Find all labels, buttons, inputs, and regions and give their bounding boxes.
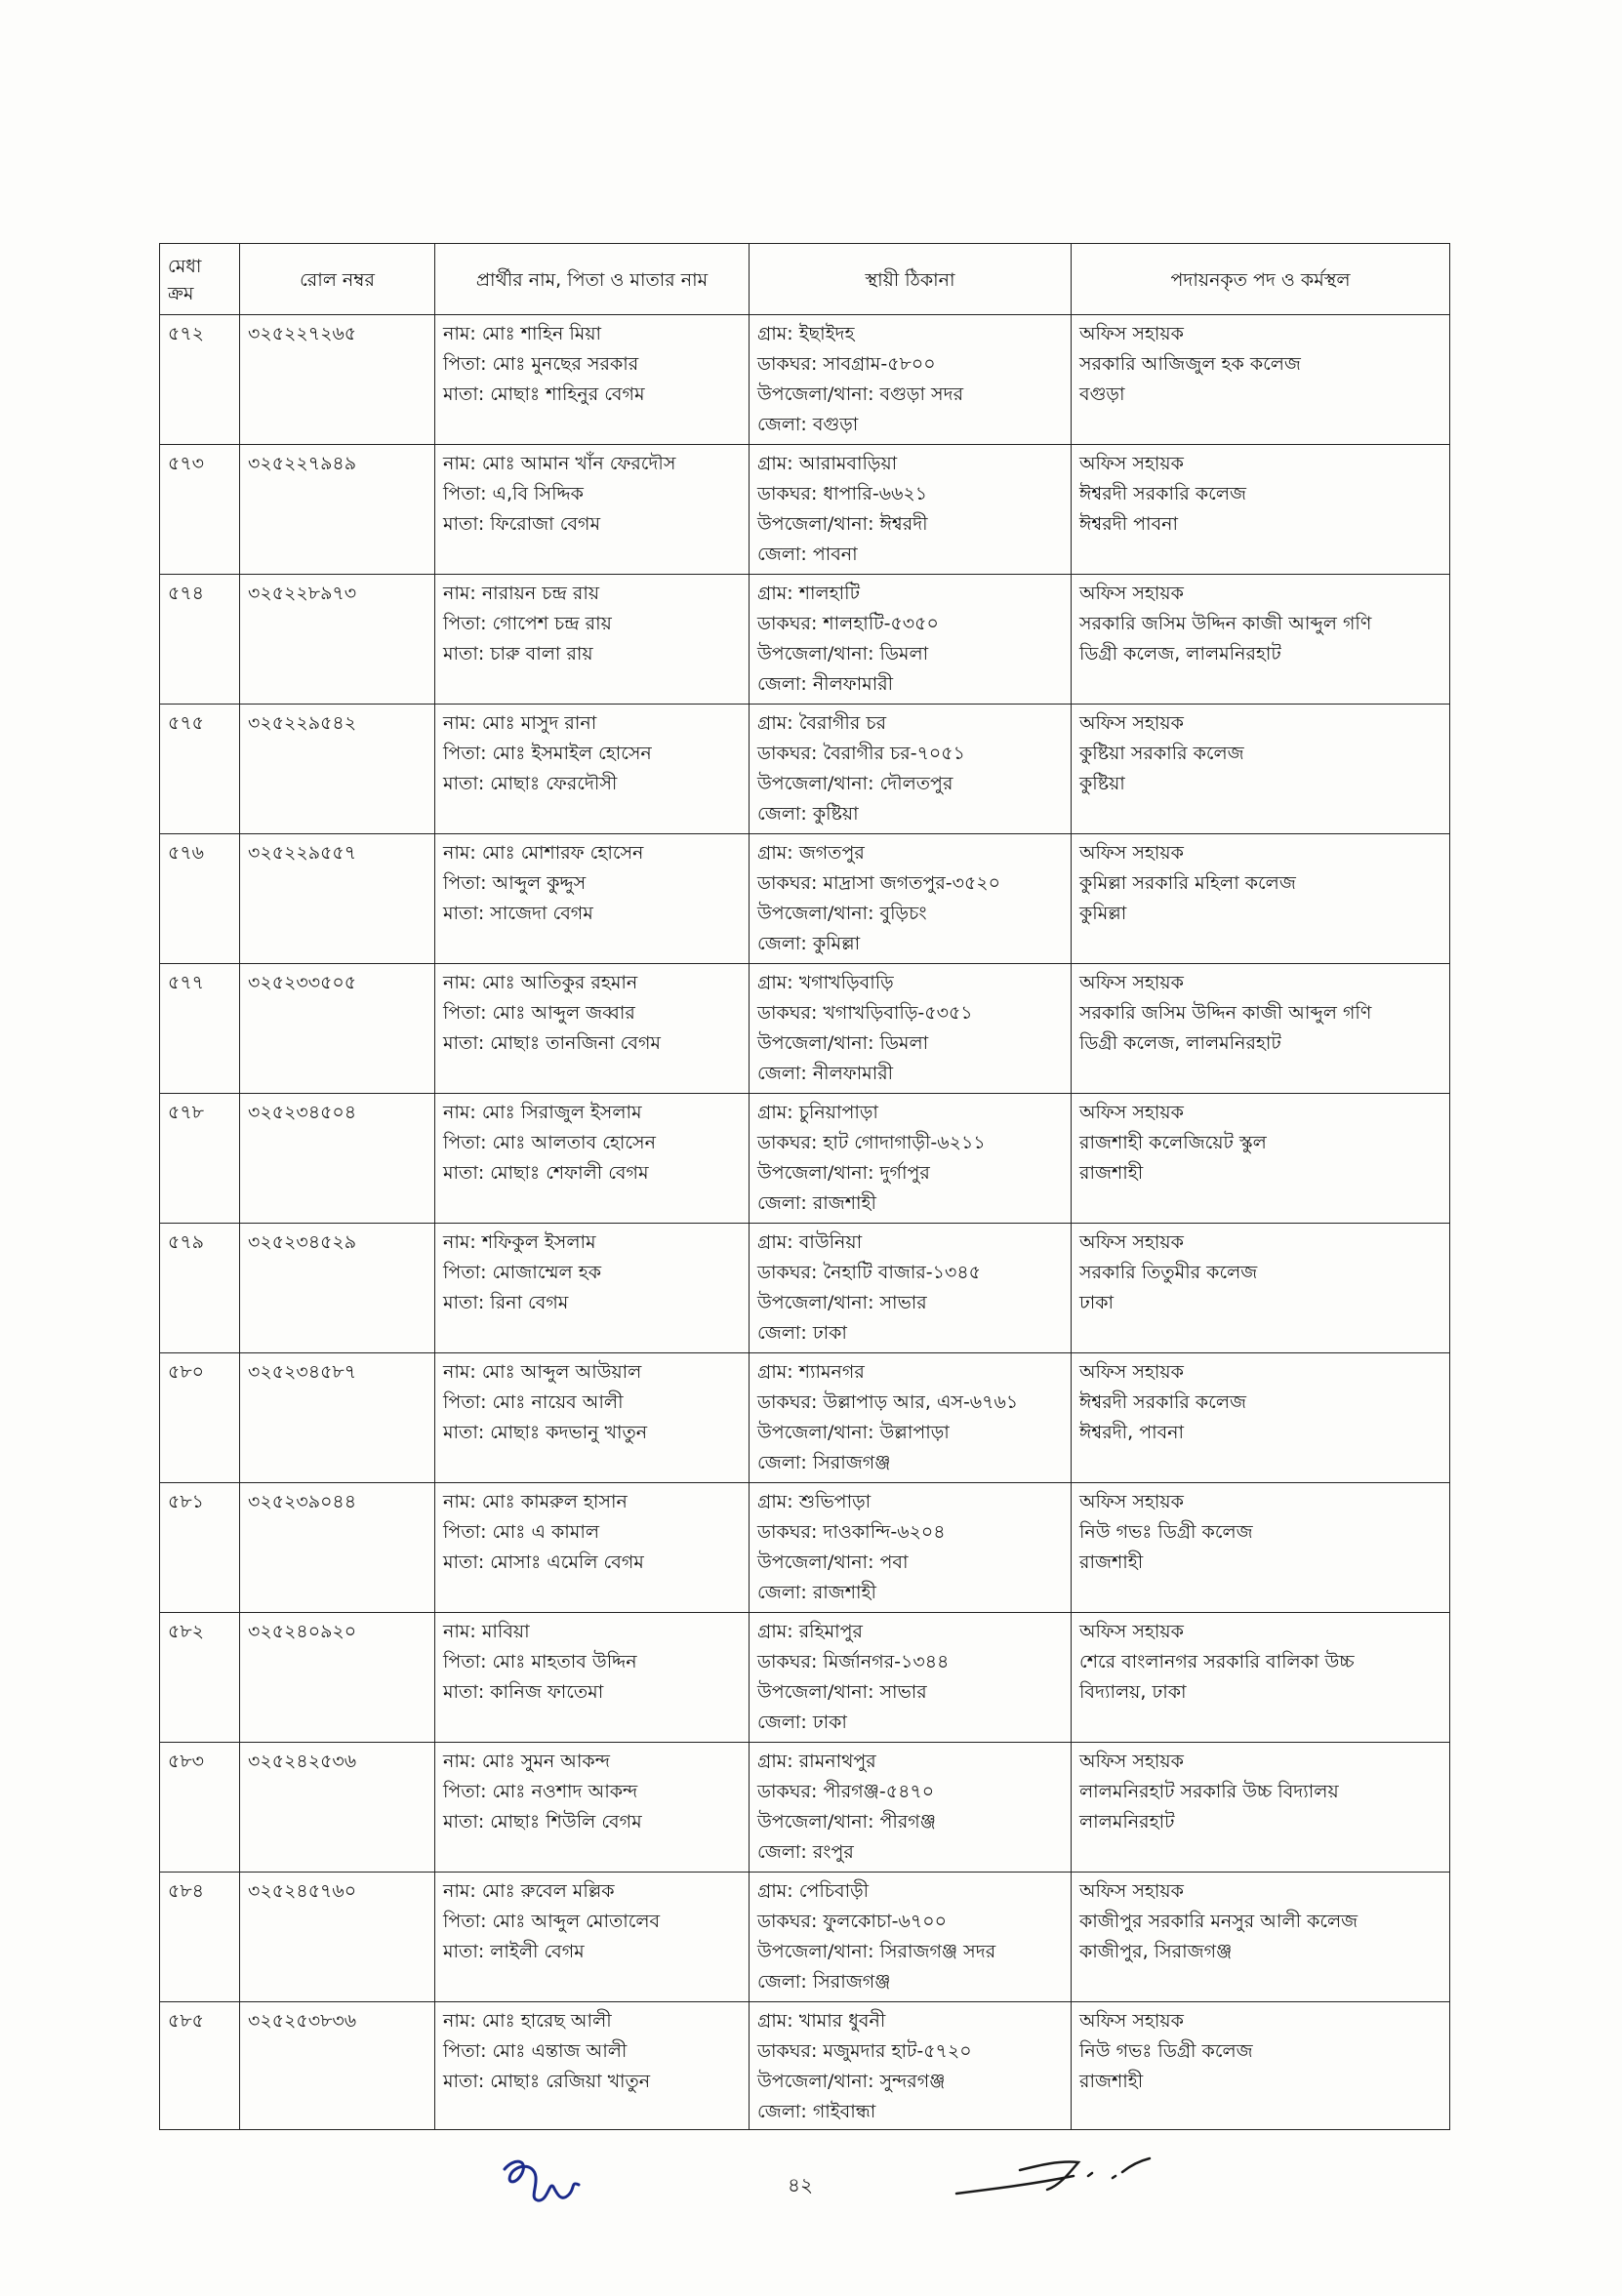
address-line: গ্রাম: রহিমাপুর (757, 1621, 864, 1642)
roll-cell: ৩২৫২৪২৫৩৬ (240, 1743, 435, 1873)
posting-line: কুষ্টিয়া (1079, 773, 1125, 794)
candidate-line: মাতা: লাইলী বেগম (443, 1941, 585, 1962)
posting-line: অফিস সহায়ক (1079, 1102, 1184, 1123)
posting-line: অফিস সহায়ক (1079, 1751, 1184, 1772)
post-cell (1072, 575, 1450, 705)
address-cell (750, 2002, 1072, 2130)
posting-line: অফিস সহায়ক (1079, 1361, 1184, 1383)
candidate-line: পিতা: মোঃ এন্তাজ আলী (443, 2040, 628, 2062)
address-cell (750, 705, 1072, 834)
posting-line: কুমিল্লা সরকারি মহিলা কলেজ (1079, 872, 1296, 894)
address-line: গ্রাম: বৈরাগীর চর (757, 712, 887, 734)
address-line: ডাকঘর: দাওকান্দি-৬২০৪ (757, 1521, 946, 1543)
address-line: ডাকঘর: উল্লাপাড় আর, এস-৬৭৬১ (757, 1391, 1019, 1413)
address-line: গ্রাম: শুভিপাড়া (757, 1491, 872, 1512)
post-cell (1072, 1873, 1450, 2002)
address-line: উপজেলা/থানা: দৌলতপুর (757, 773, 953, 794)
candidate-line: মাতা: মোছাঃ কদভানু খাতুন (443, 1422, 648, 1443)
header-post: পদায়নকৃত পদ ও কর্মস্থল (1072, 244, 1450, 315)
table-row (160, 2002, 1450, 2130)
post-cell (1072, 445, 1450, 575)
candidate-line: নাম: মোঃ শাহিন মিয়া (443, 323, 602, 344)
address-line: ডাকঘর: নৈহাটি বাজার-১৩৪৫ (757, 1262, 981, 1283)
table-row (160, 1483, 1450, 1613)
address-line: ডাকঘর: মাদ্রাসা জগতপুর-৩৫২০ (757, 872, 1001, 894)
table-row (160, 834, 1450, 964)
post-cell (1072, 1224, 1450, 1353)
address-line: ডাকঘর: পীরগঞ্জ-৫৪৭০ (757, 1781, 935, 1802)
table-row (160, 964, 1450, 1094)
address-line: উপজেলা/থানা: বগুড়া সদর (757, 383, 964, 405)
table-row (160, 1094, 1450, 1224)
posting-line: অফিস সহায়ক (1079, 1231, 1184, 1253)
address-line: উপজেলা/থানা: বুড়িচং (757, 903, 927, 924)
posting-line: অফিস সহায়ক (1079, 842, 1184, 864)
posting-line: অফিস সহায়ক (1079, 712, 1184, 734)
roll-cell: ৩২৫২৫৩৮৩৬ (240, 2002, 435, 2130)
candidate-line: পিতা: মোজাম্মেল হক (443, 1262, 602, 1283)
merit-cell: ৫৮১ (160, 1483, 240, 1613)
candidate-line: নাম: মোঃ সুমন আকন্দ (443, 1751, 610, 1772)
address-line: উপজেলা/থানা: সাভার (757, 1681, 927, 1703)
candidate-line: নাম: মোঃ আমান খাঁন ফেরদৌস (443, 453, 676, 474)
result-table (159, 243, 1450, 2130)
candidate-line: মাতা: ফিরোজা বেগম (443, 513, 601, 535)
posting-line: অফিস সহায়ক (1079, 1621, 1184, 1642)
post-cell (1072, 1613, 1450, 1743)
address-cell (750, 1743, 1072, 1873)
address-line: উপজেলা/থানা: পবা (757, 1551, 909, 1573)
roll-cell: ৩২৫২৪৫৭৬০ (240, 1873, 435, 2002)
address-line: গ্রাম: শালহাটি (757, 583, 860, 604)
address-line: জেলা: রাজশাহী (757, 1582, 876, 1603)
header-name: প্রার্থীর নাম, পিতা ও মাতার নাম (435, 244, 750, 315)
post-cell (1072, 834, 1450, 964)
merit-cell: ৫৭২ (160, 315, 240, 445)
candidate-line: মাতা: মোছাঃ শিউলি বেগম (443, 1811, 642, 1833)
candidate-line: মাতা: রিনা বেগম (443, 1292, 569, 1313)
address-cell (750, 575, 1072, 705)
candidate-line: নাম: মাবিয়া (443, 1621, 530, 1642)
address-line: জেলা: পাবনা (757, 544, 858, 565)
name-cell (435, 1743, 750, 1873)
address-line: জেলা: ঢাকা (757, 1712, 847, 1733)
candidate-line: মাতা: সাজেদা বেগম (443, 903, 593, 924)
merit-cell: ৫৭৪ (160, 575, 240, 705)
merit-cell: ৫৭৫ (160, 705, 240, 834)
roll-cell: ৩২৫২৩৪৫৮৭ (240, 1353, 435, 1483)
name-cell (435, 445, 750, 575)
posting-line: ডিগ্রী কলেজ, লালমনিরহাট (1079, 1032, 1281, 1054)
address-line: ডাকঘর: ধাপারি-৬৬২১ (757, 483, 928, 504)
roll-cell: ৩২৫২২৮৯৭৩ (240, 575, 435, 705)
address-line: ডাকঘর: বৈরাগীর চর-৭০৫১ (757, 743, 965, 764)
address-line: ডাকঘর: মির্জানগর-১৩৪৪ (757, 1651, 950, 1672)
roll-cell: ৩২৫২৩৪৫০৪ (240, 1094, 435, 1224)
candidate-line: পিতা: গোপেশ চন্দ্র রায় (443, 613, 612, 634)
candidate-line: নাম: মোঃ হারেছ আলী (443, 2010, 612, 2032)
posting-line: বগুড়া (1079, 383, 1125, 405)
posting-line: অফিস সহায়ক (1079, 2010, 1184, 2032)
roll-cell: ৩২৫২৪০৯২০ (240, 1613, 435, 1743)
candidate-line: পিতা: আব্দুল কুদ্দুস (443, 872, 587, 894)
signature-left (493, 2152, 586, 2210)
candidate-line: মাতা: মোছাঃ রেজিয়া খাতুন (443, 2071, 651, 2092)
post-cell (1072, 964, 1450, 1094)
address-line: গ্রাম: ইছাইদহ (757, 323, 855, 344)
posting-line: অফিস সহায়ক (1079, 323, 1184, 344)
merit-cell: ৫৮৪ (160, 1873, 240, 2002)
address-line: উপজেলা/থানা: ডিমলা (757, 1032, 929, 1054)
address-cell (750, 1613, 1072, 1743)
address-cell (750, 1483, 1072, 1613)
roll-cell: ৩২৫২২৯৫৫৭ (240, 834, 435, 964)
name-cell (435, 1094, 750, 1224)
candidate-line: পিতা: মোঃ মাহতাব উদ্দিন (443, 1651, 637, 1672)
address-line: ডাকঘর: সাবগ্রাম-৫৮০০ (757, 353, 936, 375)
address-cell (750, 834, 1072, 964)
roll-cell: ৩২৫২৩৯০৪৪ (240, 1483, 435, 1613)
table-row (160, 1224, 1450, 1353)
posting-line: সরকারি জসিম উদ্দিন কাজী আব্দুল গণি (1079, 613, 1372, 634)
table-header-row (160, 244, 1450, 315)
posting-line: শেরে বাংলানগর সরকারি বালিকা উচ্চ (1079, 1651, 1355, 1672)
candidate-line: নাম: মোঃ আব্দুল আউয়াল (443, 1361, 642, 1383)
address-line: ডাকঘর: হাট গোদাগাড়ী-৬২১১ (757, 1132, 986, 1153)
post-cell (1072, 2002, 1450, 2130)
address-line: জেলা: গাইবান্ধা (757, 2101, 876, 2122)
candidate-line: পিতা: মোঃ মুনছের সরকার (443, 353, 639, 375)
address-line: ডাকঘর: ফুলকোচা-৬৭০০ (757, 1911, 947, 1932)
candidate-line: পিতা: মোঃ নওশাদ আকন্দ (443, 1781, 638, 1802)
address-line: জেলা: নীলফামারী (757, 673, 894, 695)
name-cell (435, 1873, 750, 2002)
table-row (160, 315, 1450, 445)
candidate-line: নাম: নারায়ন চন্দ্র রায় (443, 583, 600, 604)
posting-line: কাজীপুর, সিরাজগঞ্জ (1079, 1941, 1233, 1962)
candidate-line: মাতা: মোছাঃ শাহিনুর বেগম (443, 383, 645, 405)
header-merit: মেধা ক্রম (160, 244, 240, 315)
address-cell (750, 1873, 1072, 2002)
posting-line: অফিস সহায়ক (1079, 583, 1184, 604)
signature-right (952, 2156, 1156, 2200)
post-cell (1072, 315, 1450, 445)
posting-line: সরকারি জসিম উদ্দিন কাজী আব্দুল গণি (1079, 1002, 1372, 1024)
address-cell (750, 315, 1072, 445)
table-row (160, 445, 1450, 575)
candidate-line: মাতা: চারু বালা রায় (443, 643, 593, 665)
roll-cell: ৩২৫২৩৪৫২৯ (240, 1224, 435, 1353)
candidate-line: নাম: মোঃ মোশারফ হোসেন (443, 842, 644, 864)
address-line: ডাকঘর: শালহাটি-৫৩৫০ (757, 613, 939, 634)
merit-cell: ৫৭৯ (160, 1224, 240, 1353)
post-cell (1072, 1743, 1450, 1873)
address-line: উপজেলা/থানা: দুর্গাপুর (757, 1162, 930, 1184)
posting-line: ঈশ্বরদী পাবনা (1079, 513, 1178, 535)
address-line: উপজেলা/থানা: সাভার (757, 1292, 927, 1313)
candidate-line: পিতা: মোঃ নায়েব আলী (443, 1391, 624, 1413)
candidate-line: মাতা: মোছাঃ শেফালী বেগম (443, 1162, 649, 1184)
name-cell (435, 1224, 750, 1353)
address-line: গ্রাম: খগাখড়িবাড়ি (757, 972, 894, 993)
name-cell (435, 1483, 750, 1613)
address-line: জেলা: কুষ্টিয়া (757, 803, 859, 825)
table-row (160, 575, 1450, 705)
candidate-line: মাতা: মোসাঃ এমেলি বেগম (443, 1551, 644, 1573)
post-cell (1072, 1353, 1450, 1483)
address-line: জেলা: সিরাজগঞ্জ (757, 1971, 891, 1993)
address-line: জেলা: নীলফামারী (757, 1063, 894, 1084)
posting-line: ঈশ্বরদী, পাবনা (1079, 1422, 1185, 1443)
address-cell (750, 1224, 1072, 1353)
table-row (160, 1873, 1450, 2002)
address-line: জেলা: সিরাজগঞ্জ (757, 1452, 891, 1473)
address-cell (750, 964, 1072, 1094)
name-cell (435, 315, 750, 445)
candidate-line: নাম: মোঃ মাসুদ রানা (443, 712, 597, 734)
candidate-line: পিতা: মোঃ আব্দুল মোতালেব (443, 1911, 661, 1932)
candidate-line: নাম: মোঃ কামরুল হাসান (443, 1491, 628, 1512)
name-cell (435, 834, 750, 964)
address-line: ডাকঘর: মজুমদার হাট-৫৭২০ (757, 2040, 972, 2062)
posting-line: লালমনিরহাট (1079, 1811, 1175, 1833)
posting-line: সরকারি তিতুমীর কলেজ (1079, 1262, 1258, 1283)
address-line: গ্রাম: পেচিবাড়ী (757, 1880, 870, 1902)
merit-cell: ৫৮৩ (160, 1743, 240, 1873)
posting-line: ঢাকা (1079, 1292, 1115, 1313)
posting-line: রাজশাহী (1079, 2071, 1144, 2092)
candidate-line: পিতা: মোঃ ইসমাইল হোসেন (443, 743, 652, 764)
posting-line: রাজশাহী (1079, 1162, 1144, 1184)
name-cell (435, 2002, 750, 2130)
address-line: গ্রাম: জগতপুর (757, 842, 865, 864)
post-cell (1072, 1094, 1450, 1224)
address-line: জেলা: বগুড়া (757, 414, 859, 435)
posting-line: নিউ গভঃ ডিগ্রী কলেজ (1079, 1521, 1253, 1543)
candidate-line: পিতা: এ,বি সিদ্দিক (443, 483, 584, 504)
merit-cell: ৫৭৬ (160, 834, 240, 964)
candidate-line: পিতা: মোঃ এ কামাল (443, 1521, 599, 1543)
post-cell (1072, 1483, 1450, 1613)
address-line: জেলা: রাজশাহী (757, 1192, 876, 1214)
address-line: উপজেলা/থানা: সিরাজগঞ্জ সদর (757, 1941, 996, 1962)
posting-line: বিদ্যালয়, ঢাকা (1079, 1681, 1187, 1703)
address-line: গ্রাম: আরামবাড়িয়া (757, 453, 898, 474)
candidate-line: মাতা: মোছাঃ ফেরদৌসী (443, 773, 618, 794)
address-cell (750, 445, 1072, 575)
address-line: গ্রাম: রামনাথপুর (757, 1751, 876, 1772)
address-line: ডাকঘর: খগাখড়িবাড়ি-৫৩৫১ (757, 1002, 973, 1024)
merit-cell: ৫৭৩ (160, 445, 240, 575)
address-line: উপজেলা/থানা: ডিমলা (757, 643, 929, 665)
candidate-line: নাম: মোঃ আতিকুর রহমান (443, 972, 638, 993)
candidate-line: পিতা: মোঃ আলতাব হোসেন (443, 1132, 656, 1153)
merit-cell: ৫৭৮ (160, 1094, 240, 1224)
table-row (160, 1353, 1450, 1483)
posting-line: অফিস সহায়ক (1079, 972, 1184, 993)
address-line: উপজেলা/থানা: সুন্দরগঞ্জ (757, 2071, 946, 2092)
name-cell (435, 705, 750, 834)
roll-cell: ৩২৫২২৯৫৪২ (240, 705, 435, 834)
address-line: গ্রাম: শ্যামনগর (757, 1361, 865, 1383)
address-cell (750, 1353, 1072, 1483)
table-row (160, 1613, 1450, 1743)
address-line: উপজেলা/থানা: উল্লাপাড়া (757, 1422, 950, 1443)
posting-line: অফিস সহায়ক (1079, 453, 1184, 474)
name-cell (435, 1353, 750, 1483)
candidate-line: পিতা: মোঃ আব্দুল জব্বার (443, 1002, 635, 1024)
address-line: উপজেলা/থানা: ঈশ্বরদী (757, 513, 928, 535)
candidate-line: নাম: মোঃ সিরাজুল ইসলাম (443, 1102, 642, 1123)
address-line: জেলা: রংপুর (757, 1841, 854, 1863)
merit-cell: ৫৮৫ (160, 2002, 240, 2130)
posting-line: অফিস সহায়ক (1079, 1880, 1184, 1902)
address-line: গ্রাম: চুনিয়াপাড়া (757, 1102, 878, 1123)
address-line: জেলা: কুমিল্লা (757, 933, 861, 954)
candidate-line: নাম: মোঃ রুবেল মল্লিক (443, 1880, 615, 1902)
page-number: ৪২ (788, 2173, 813, 2196)
posting-line: কুষ্টিয়া সরকারি কলেজ (1079, 743, 1244, 764)
name-cell (435, 1613, 750, 1743)
posting-line: কাজীপুর সরকারি মনসুর আলী কলেজ (1079, 1911, 1358, 1932)
name-cell (435, 964, 750, 1094)
posting-line: অফিস সহায়ক (1079, 1491, 1184, 1512)
merit-cell: ৫৮০ (160, 1353, 240, 1483)
roll-cell: ৩২৫২২৭২৬৫ (240, 315, 435, 445)
header-roll: রোল নম্বর (240, 244, 435, 315)
address-line: জেলা: ঢাকা (757, 1322, 847, 1344)
address-line: গ্রাম: খামার ধুবনী (757, 2010, 886, 2032)
posting-line: রাজশাহী (1079, 1551, 1144, 1573)
posting-line: নিউ গভঃ ডিগ্রী কলেজ (1079, 2040, 1253, 2062)
name-cell (435, 575, 750, 705)
table-row (160, 705, 1450, 834)
candidate-line: নাম: শফিকুল ইসলাম (443, 1231, 596, 1253)
table-row (160, 1743, 1450, 1873)
address-line: উপজেলা/থানা: পীরগঞ্জ (757, 1811, 936, 1833)
roll-cell: ৩২৫২৩৩৫০৫ (240, 964, 435, 1094)
merit-cell: ৫৭৭ (160, 964, 240, 1094)
candidate-line: মাতা: কানিজ ফাতেমা (443, 1681, 604, 1703)
posting-line: রাজশাহী কলেজিয়েট স্কুল (1079, 1132, 1267, 1153)
posting-line: ডিগ্রী কলেজ, লালমনিরহাট (1079, 643, 1281, 665)
posting-line: সরকারি আজিজুল হক কলেজ (1079, 353, 1301, 375)
posting-line: ঈশ্বরদী সরকারি কলেজ (1079, 483, 1246, 504)
header-address: স্থায়ী ঠিকানা (750, 244, 1072, 315)
candidate-line: মাতা: মোছাঃ তানজিনা বেগম (443, 1032, 661, 1054)
posting-line: কুমিল্লা (1079, 903, 1127, 924)
merit-cell: ৫৮২ (160, 1613, 240, 1743)
posting-line: ঈশ্বরদী সরকারি কলেজ (1079, 1391, 1246, 1413)
posting-line: লালমনিরহাট সরকারি উচ্চ বিদ্যালয় (1079, 1781, 1339, 1802)
address-cell (750, 1094, 1072, 1224)
post-cell (1072, 705, 1450, 834)
roll-cell: ৩২৫২২৭৯৪৯ (240, 445, 435, 575)
address-line: গ্রাম: বাউনিয়া (757, 1231, 863, 1253)
